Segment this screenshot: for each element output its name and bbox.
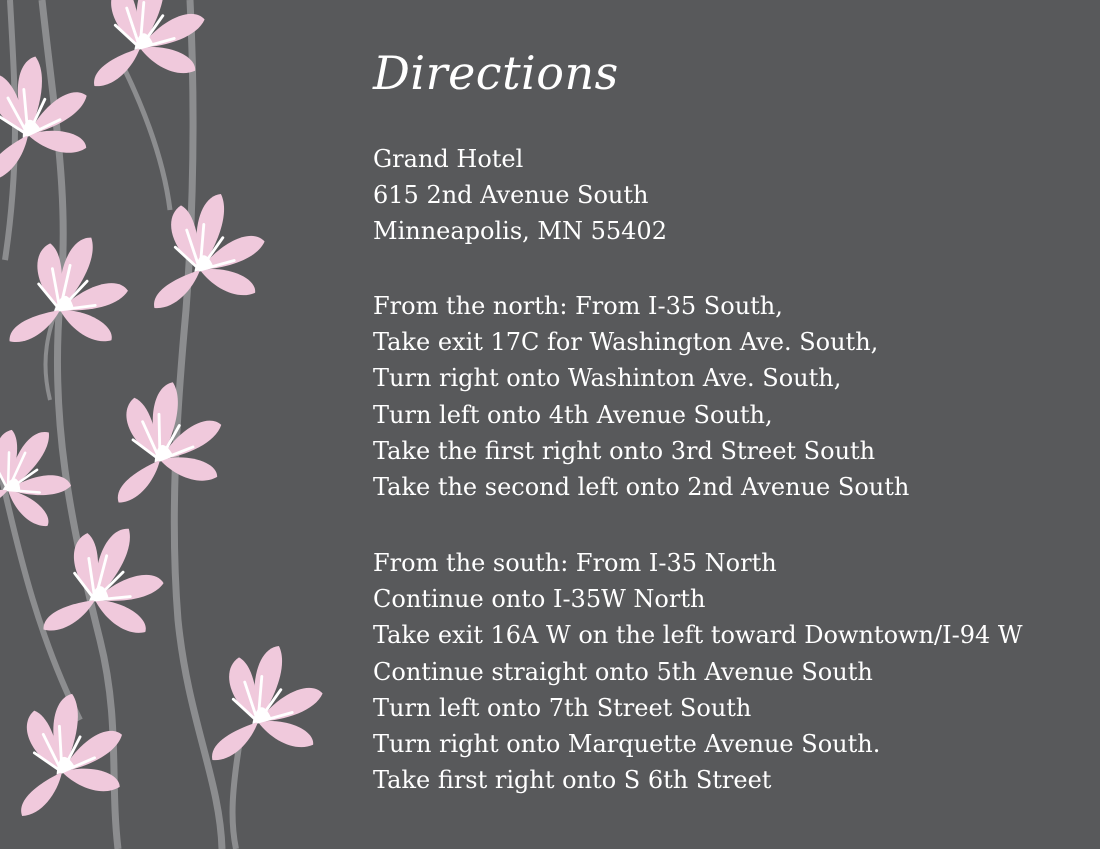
page-title: Directions [373, 46, 619, 100]
direction-step: Take exit 16A W on the left toward Downtown/I-94 W [373, 621, 1023, 650]
direction-step: Turn left onto 7th Street South [373, 693, 752, 722]
blossom-branches-illustration [0, 0, 330, 849]
direction-step: Turn right onto Washinton Ave. South, [373, 364, 842, 393]
address-line: 615 2nd Avenue South [373, 181, 649, 210]
direction-step: From the north: From I-35 South, [373, 292, 783, 320]
direction-step: Take first right onto S 6th Street [373, 766, 772, 795]
directions-from-south [373, 545, 1023, 798]
directions-from-north [373, 288, 909, 505]
direction-step: Take the second left onto 2nd Avenue South [373, 473, 910, 502]
direction-step: Turn left onto 4th Avenue South, [373, 400, 773, 429]
direction-step: From the south: From I-35 North [373, 549, 777, 577]
direction-step: Continue straight onto 5th Avenue South [373, 657, 873, 686]
direction-step: Take exit 17C for Washington Ave. South, [373, 328, 879, 357]
address-line: Minneapolis, MN 55402 [373, 217, 667, 246]
address-line: Grand Hotel [373, 145, 524, 173]
direction-step: Take the first right onto 3rd Street South [373, 436, 876, 465]
hotel-address [373, 141, 667, 250]
direction-step: Continue onto I-35W North [373, 585, 706, 614]
direction-step: Turn right onto Marquette Avenue South. [373, 730, 881, 759]
